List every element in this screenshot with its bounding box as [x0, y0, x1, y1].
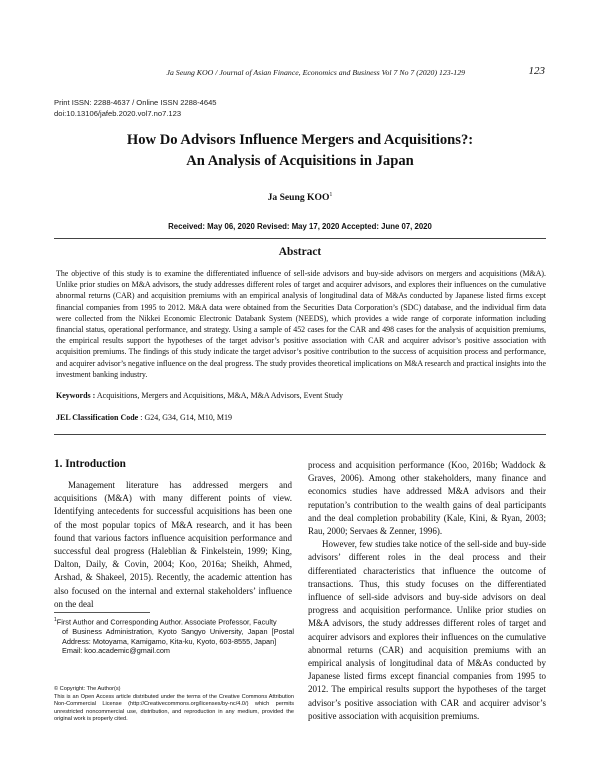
issn-block	[54, 97, 217, 119]
right-column	[308, 459, 546, 723]
page-number: 123	[528, 65, 545, 77]
footnote-line-2: of Business Administration, Kyoto Sangyo University, Japan [Postal Address: Motoyama, Kamigamo, Kita-ku, Kyoto, 603-8555, Japan]	[62, 627, 294, 646]
submission-dates: Received: May 06, 2020 Revised: May 17, 2020 Accepted: June 07, 2020	[168, 222, 432, 231]
issn-line: Print ISSN: 2288-4637 / Online ISSN 2288-4645	[54, 98, 217, 107]
author-line	[0, 192, 600, 203]
intro-paragraph-right-1: process and acquisition performance (Koo, 2016b; Waddock & Graves, 2006). Among other stakeholders, many finance and economics studies have addressed M&A advisors and their reputation’s contribution to the wealth gains of deal participants and the deal completion probability (Kale, Kini, & Ryan, 2003; Rau, 2000; Servaes & Zenner, 1996).	[308, 460, 546, 537]
title-line-1: How Do Advisors Influence Mergers and Acquisitions?:	[126, 132, 474, 148]
author-name: Ja Seung KOO	[267, 192, 330, 204]
jel-line	[56, 413, 546, 422]
paper-title	[40, 130, 560, 172]
footnote-mark: 1	[54, 617, 57, 623]
intro-paragraph-left: Management literature has addressed mergers and acquisitions (M&A) with many different points of view. Identifying antecedents for successful acquisitions has been one of the most popular topics of M&A research, and it has been found that various factors influence acquisition performance and successful deal progress (Haleblian & Finkelstein, 1999; King, Dalton, Daily, & Covin, 2004; Koo, 2016a; Sheikh, Ahmed, Arshad, & Shakeel, 2015). Recently, the academic attention has also focused on the internal and external stakeholders’ influence on the deal	[54, 480, 292, 609]
doi-line: doi:10.13106/jafeb.2020.vol7.no7.123	[54, 109, 182, 118]
footnote-rule	[54, 612, 150, 613]
title-line-2: An Analysis of Acquisitions in Japan	[186, 153, 414, 169]
keywords-value: Acquisitions, Mergers and Acquisitions, M&A, M&A Advisors, Event Study	[95, 391, 343, 400]
abstract-bottom-rule	[54, 434, 546, 435]
open-access-notice	[54, 686, 294, 724]
keywords-label: Keywords :	[56, 391, 96, 400]
footnote-line-1: First Author and Corresponding Author. Associate Professor, Faculty	[56, 617, 277, 627]
jel-label: JEL Classification Code	[56, 413, 139, 422]
abstract-text: The objective of this study is to examine the differentiated influence of sell-side advisors and buy-side advisors on mergers and acquisitions (M&A). Unlike prior studies on M&A advisors, the study addresses different roles of target and acquirer advisors, and explores their influences on the cumulative abnormal returns (CAR) and acquisition premiums with an empirical analysis of longitudinal data of M&As conducted by Japanese listed firms except financial companies from 1995 to 2012. M&A data were obtained from the Securities Data Corporation’s (SDC) database, and the individual firm data were collected from the Nikkei Economic Electronic Databank System (NEEDS), which provides a wide range of corporate information including financial status, operational performance, and strategy. Using a sample of 452 cases for the CAR and 498 cases for the analysis of acquisition premiums, the empirical results support the hypotheses of the target advisor’s positive association with CAR and acquirer advisor’s positive association with acquisition premiums. The findings of this study indicate the target advisor’s positive contribution to the success of acquisition process and performance, and acquirer advisor’s negative influence on the deal progress. The study provides theoretical implications on M&A research and practical insights into the investment banking industry.	[56, 269, 546, 379]
abstract-top-rule	[54, 238, 546, 239]
copyright-line: © Copyright: The Author(s)	[54, 686, 121, 692]
jel-value: : G24, G34, G14, M10, M19	[138, 413, 233, 422]
intro-paragraph-right-2: However, few studies take notice of the sell-side and buy-side advisors’ different roles in the deal process and their differentiated characteristics that influence the outcome of transactions. Thus, this study focuses on the differentiated influence of sell-side advisors and buy-side advisors on deal progress and acquisition performance. Unlike prior studies on M&A advisors, the study addresses different roles of target and acquirer advisors and explores their influences on the cumulative abnormal returns (CAR) and acquisition premiums with an empirical analysis of longitudinal data of M&As conducted by Japanese listed firms except financial companies from 1995 to 2012. The empirical results support the hypotheses of the target advisor’s positive association with CAR and acquirer advisor’s positive association with acquisition premiums.	[308, 539, 546, 721]
author-footnote	[54, 616, 294, 656]
footnote-email: Email: koo.academic@gmail.com	[62, 646, 170, 656]
section-heading-introduction: 1. Introduction	[54, 458, 126, 470]
keywords-line	[56, 391, 546, 400]
author-footnote-mark: 1	[329, 192, 333, 198]
running-head-journal: Ja Seung KOO / Journal of Asian Finance, Economics and Business Vol 7 No 7 (2020) 123-129	[166, 68, 465, 77]
license-text: This is an Open Access article distributed under the terms of the Creative Commons Attribution Non-Commercial License (http://Creativecommons.org/licenses/by-nc/4.0/) which permits unrestricted noncommercial use, distribution, and reproduction in any medium, provided the original work is properly cited.	[54, 693, 294, 723]
abstract-heading: Abstract	[278, 246, 322, 258]
running-head	[60, 66, 545, 80]
